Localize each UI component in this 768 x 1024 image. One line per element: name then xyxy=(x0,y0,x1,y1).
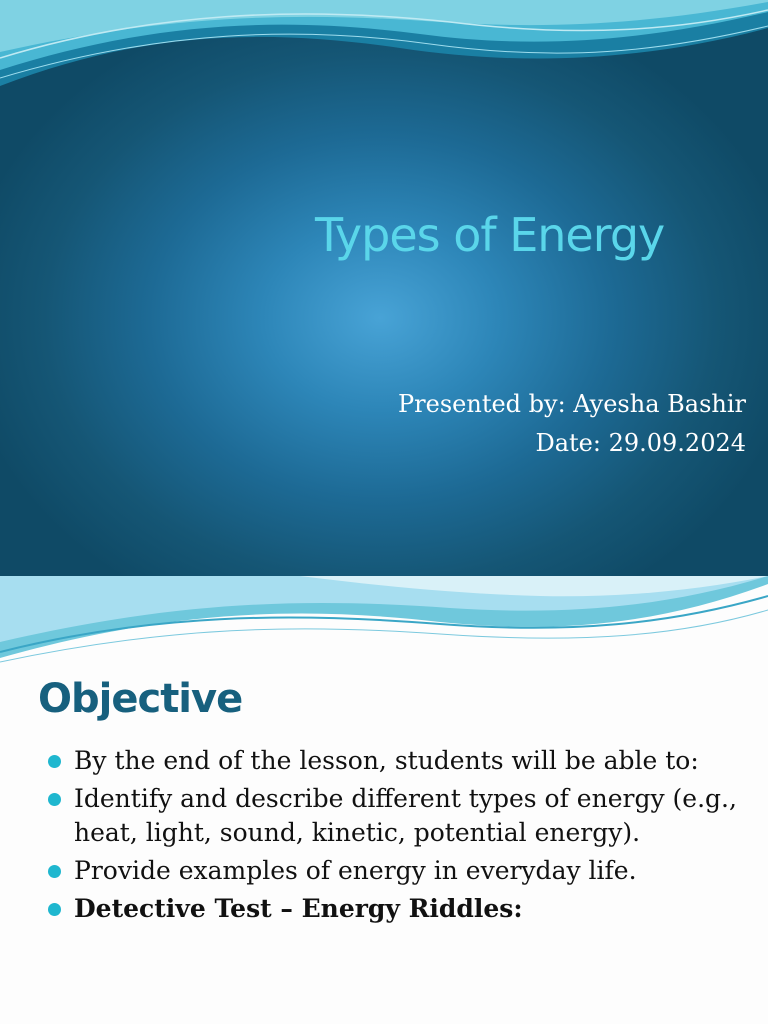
decorative-waves-top xyxy=(0,576,768,671)
bullet-item xyxy=(46,744,746,778)
bullet-text: Identify and describe different types of energy (e.g., heat, light, sound, kinetic, potential energy). xyxy=(74,784,737,847)
slide-heading: Objective xyxy=(38,676,243,722)
bullet-item xyxy=(46,782,746,850)
objective-bullet-list xyxy=(46,744,746,930)
presenter-text: Presented by: Ayesha Bashir xyxy=(398,390,746,418)
bullet-text: Provide examples of energy in everyday life. xyxy=(74,856,637,885)
bullet-dot-icon xyxy=(48,865,61,878)
bullet-dot-icon xyxy=(48,903,61,916)
slide-title: Types of Energy xyxy=(315,208,665,262)
bullet-dot-icon xyxy=(48,755,61,768)
bullet-dot-icon xyxy=(48,793,61,806)
date-text: Date: 29.09.2024 xyxy=(535,429,746,457)
bullet-item xyxy=(46,854,746,888)
objective-slide xyxy=(0,576,768,1024)
bullet-item xyxy=(46,892,746,926)
bullet-text: By the end of the lesson, students will be able to: xyxy=(74,746,699,775)
decorative-waves-top xyxy=(0,0,768,110)
bullet-text: Detective Test – Energy Riddles: xyxy=(74,894,523,923)
